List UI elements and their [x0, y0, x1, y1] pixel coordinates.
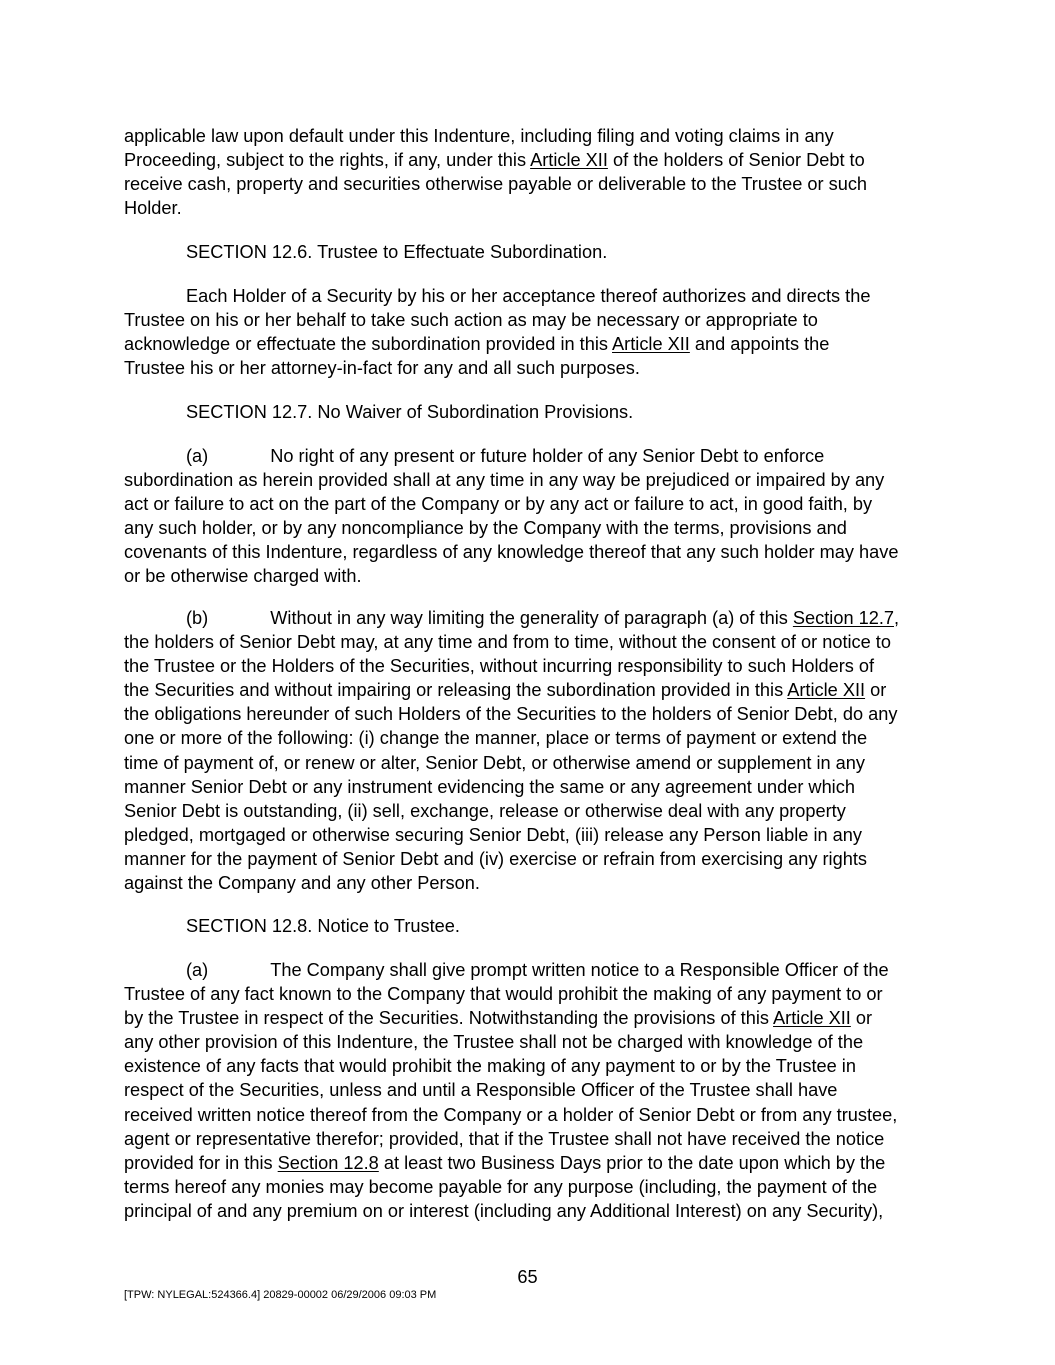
section-12-8-paragraph-a [124, 958, 939, 1223]
text-line [186, 914, 1001, 938]
text-line [186, 400, 1001, 424]
text-segment: pledged, mortgaged or otherwise securing Senior Debt, (iii) release any Person liable in any [124, 824, 863, 845]
text-line [124, 1030, 939, 1054]
text-segment: any such holder, or by any noncompliance by the Company with the terms, provisions and [124, 518, 847, 539]
text-line [124, 799, 939, 823]
text-segment: Each Holder of a Security by his or her acceptance thereof authorizes and directs the [186, 286, 871, 306]
text-line [124, 654, 939, 678]
text-segment: respect of the Securities, unless and until a Responsible Officer of the Trustee shall have [124, 1080, 838, 1101]
text-segment: The Company shall give prompt written notice to a Responsible Officer of the [270, 960, 889, 980]
paragraph-continuation [124, 124, 939, 220]
text-segment: against the Company and any other Person. [124, 873, 480, 894]
text-segment: at least two Business Days prior to the date upon which by the [378, 1152, 886, 1173]
page-number: 65 [517, 1267, 538, 1287]
text-line [124, 148, 939, 172]
text-segment: Trustee on his or her behalf to take such action as may be necessary or appropriate to [124, 310, 818, 331]
cross-reference: Article XII [530, 150, 608, 171]
cross-reference: Article XII [787, 680, 866, 701]
text-segment: terms hereof any monies may become payable for any purpose (including, the payment of the [124, 1176, 878, 1197]
text-segment: SECTION 12.6. Trustee to Effectuate Subordination. [186, 242, 608, 262]
text-segment: manner for the payment of Senior Debt and (iv) exercise or refrain from exercising any rights [124, 848, 867, 869]
text-segment: time of payment of, or renew or alter, Senior Debt, or otherwise amend or supplement in any [124, 752, 866, 773]
text-line [124, 958, 939, 982]
text-segment: receive cash, property and securities otherwise payable or deliverable to the Trustee or such [124, 174, 868, 195]
text-segment: Holder. [124, 198, 182, 219]
text-line [124, 1006, 939, 1030]
text-segment: Senior Debt is outstanding, (ii) sell, exchange, release or otherwise deal with any property [124, 800, 846, 821]
text-segment: Proceeding, subject to the rights, if any, under this [124, 150, 531, 171]
text-segment: acknowledge or effectuate the subordination provided in this [124, 334, 613, 355]
section-12-7-heading [124, 400, 1001, 424]
text-line [124, 823, 939, 847]
text-segment: agent or representative therefor; provided, that if the Trustee shall not have received the notice [124, 1128, 885, 1149]
text-line [124, 468, 939, 492]
text-segment: the Trustee or the Holders of the Securities, without incurring responsibility to such Holders of [124, 656, 875, 677]
section-12-6-body [124, 284, 939, 380]
text-segment: or [865, 680, 887, 701]
text-line [124, 1078, 939, 1102]
text-segment: the Securities and without impairing or releasing the subordination provided in this [124, 680, 788, 701]
text-line [124, 1175, 939, 1199]
text-segment: SECTION 12.7. No Waiver of Subordination Provisions. [186, 402, 634, 422]
text-segment: act or failure to act on the part of the Company or by any act or failure to act, in good faith, by [124, 494, 873, 515]
section-12-6-heading [124, 240, 1001, 264]
cross-reference: Article XII [612, 334, 690, 355]
text-line [124, 847, 939, 871]
text-line [124, 678, 939, 702]
text-line [124, 332, 939, 356]
text-line [124, 606, 939, 630]
text-segment: received written notice thereof from the Company or a holder of Senior Debt or from any trustee, [124, 1104, 898, 1125]
text-segment: applicable law upon default under this Indenture, including filing and voting claims in any [124, 126, 834, 146]
text-segment: Trustee his or her attorney-in-fact for any and all such purposes. [124, 358, 640, 379]
text-line [124, 1151, 939, 1175]
text-line [124, 982, 939, 1006]
text-line [124, 444, 939, 468]
text-segment: No right of any present or future holder of any Senior Debt to enforce [270, 446, 825, 466]
text-line [124, 516, 939, 540]
text-segment: Without in any way limiting the generality of paragraph (a) of this [270, 608, 793, 628]
text-line [186, 240, 1001, 264]
text-segment: and appoints the [689, 334, 830, 355]
text-segment: (b) [186, 608, 209, 628]
text-line [124, 540, 939, 564]
text-segment: the holders of Senior Debt may, at any time and from to time, without the consent of or notice to [124, 632, 891, 653]
text-segment: or [850, 1008, 873, 1029]
text-line [124, 308, 939, 332]
text-segment: one or more of the following: (i) change the manner, place or terms of payment or extend the [124, 728, 868, 749]
text-segment: , [894, 608, 900, 628]
text-segment: by the Trustee in respect of the Securities. Notwithstanding the provisions of this [124, 1008, 774, 1029]
text-line [124, 1054, 939, 1078]
text-segment: any other provision of this Indenture, the Trustee shall not be charged with knowledge of the [124, 1032, 864, 1053]
text-line [124, 751, 939, 775]
cross-reference: Article XII [773, 1008, 851, 1029]
text-segment: (a) [186, 446, 209, 466]
cross-reference: Section 12.8 [277, 1152, 379, 1173]
text-line [124, 564, 939, 588]
text-line [124, 284, 939, 308]
text-segment: the obligations hereunder of such Holders of the Securities to the holders of Senior Debt, do any [124, 704, 898, 725]
text-line [124, 124, 939, 148]
text-segment: Trustee of any fact known to the Company that would prohibit the making of any payment to or [124, 984, 883, 1005]
text-segment: principal of and any premium on or interest (including any Additional Interest) on any Security), [124, 1200, 884, 1221]
text-segment: existence of any facts that would prohibit the making of any payment to or by the Trustee in [124, 1056, 856, 1077]
text-line [124, 775, 939, 799]
text-line [124, 1199, 939, 1223]
text-line [124, 356, 939, 380]
text-segment: covenants of this Indenture, regardless of any knowledge thereof that any such holder may have [124, 542, 899, 563]
text-segment: or be otherwise charged with. [124, 566, 362, 587]
text-segment: subordination as herein provided shall at any time in any way be prejudiced or impaired by any [124, 470, 885, 491]
document-reference-footer: [TPW: NYLEGAL:524366.4] 20829-00002 06/29/2006 09:03 PM [124, 1289, 437, 1301]
cross-reference: Section 12.7 [792, 608, 895, 628]
section-12-8-heading [124, 914, 1001, 938]
text-segment: SECTION 12.8. Notice to Trustee. [186, 916, 460, 936]
text-line [124, 196, 939, 220]
text-line [124, 1127, 939, 1151]
section-12-7-paragraph-b [124, 606, 939, 895]
text-line [124, 630, 939, 654]
text-segment: manner Senior Debt or any instrument evidencing the same or any agreement under which [124, 776, 855, 797]
text-line [124, 726, 939, 750]
text-line [124, 871, 939, 895]
text-line [124, 172, 939, 196]
section-12-7-paragraph-a [124, 444, 939, 589]
text-segment: of the holders of Senior Debt to [607, 150, 865, 171]
text-line [124, 1103, 939, 1127]
text-line [124, 702, 939, 726]
text-line [124, 492, 939, 516]
text-segment: provided for in this [124, 1152, 278, 1173]
text-segment: (a) [186, 960, 209, 980]
